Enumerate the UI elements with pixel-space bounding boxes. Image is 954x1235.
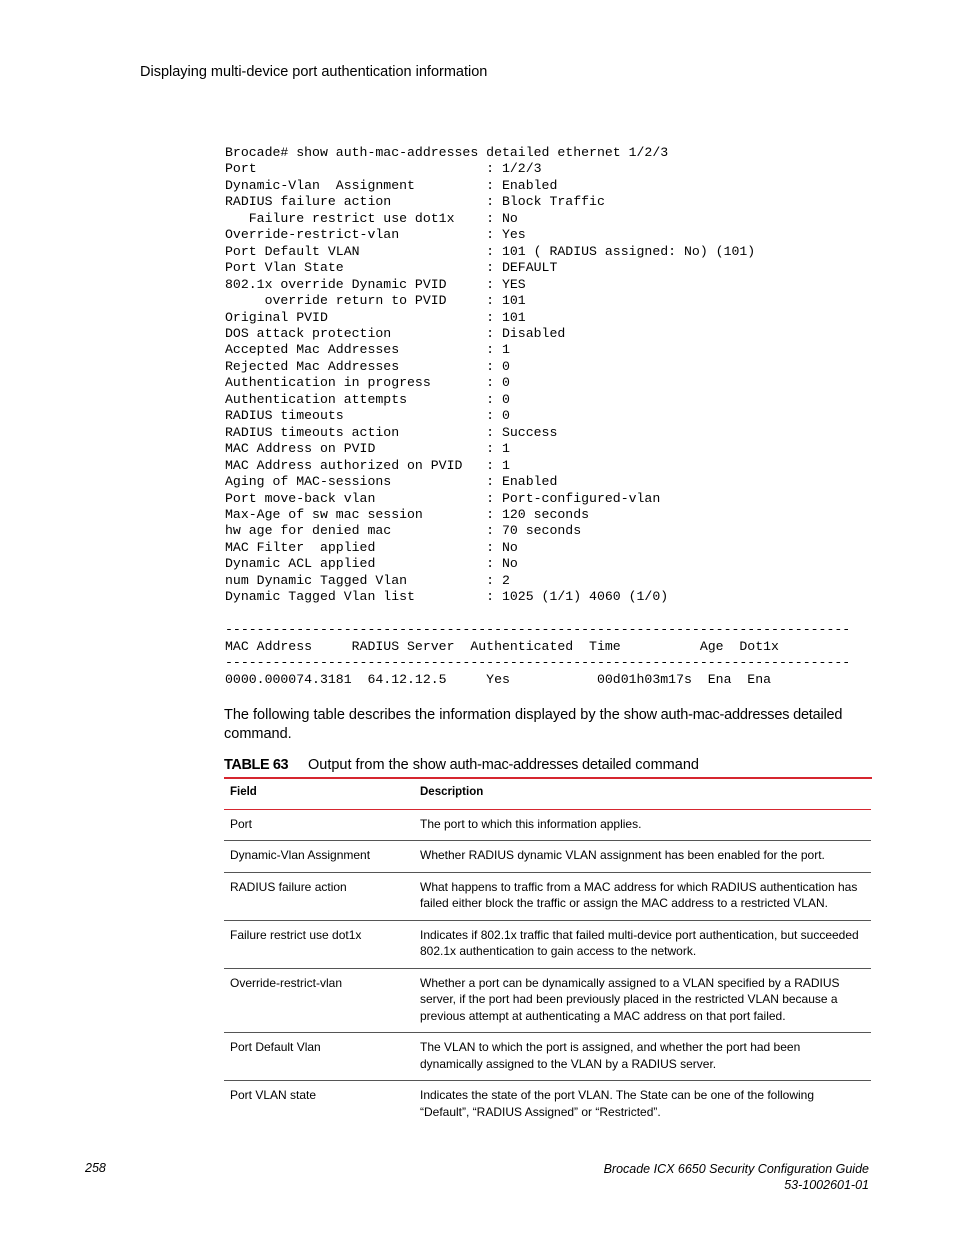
- field-description-table: [224, 780, 871, 1128]
- field-cell: RADIUS failure action: [224, 872, 414, 920]
- caption-text-after: command: [631, 757, 699, 773]
- table-number: TABLE 63: [224, 757, 289, 773]
- caption-command: show auth-mac-addresses detailed: [412, 757, 632, 773]
- intro-paragraph: [224, 706, 874, 744]
- description-cell: The VLAN to which the port is assigned, and whether the port had been dynamically assigned to the VLAN by a RADIUS server.: [414, 1033, 871, 1081]
- column-header-field: Field: [224, 780, 414, 809]
- column-header-description: Description: [414, 780, 871, 809]
- field-cell: Failure restrict use dot1x: [224, 920, 414, 968]
- cli-output-block: Brocade# show auth-mac-addresses detailed ethernet 1/2/3 Port : 1/2/3 Dynamic-Vlan Assignment : Enabled RADIUS failure action : Block Traffic Failure restrict use dot1x : No Override-restrict-vlan : Yes Port Default VLAN : 101 ( RADIUS assigned: No) (101) Port Vlan State : DEFAULT 802.1x override Dynamic PVID : YES override return to PVID : 101 Original PVID : 101 DOS attack protection : Disabled Accepted Mac Addresses : 1 Rejected Mac Addresses : 0 Authentication in progress : 0 Authentication attempts : 0 RADIUS timeouts : 0 RADIUS timeouts action : Success MAC Address on PVID : 1 MAC Address authorized on PVID : 1 Aging of MAC-sessions : Enabled Port move-back vlan : Port-configured-vlan Max-Age of sw mac session : 120 seconds hw age for denied mac : 70 seconds MAC Filter applied : No Dynamic ACL applied : No num Dynamic Tagged Vlan : 2 Dynamic Tagged Vlan list : 1025 (1/1) 4060 (1/0) ------------------------------------------------------------------------------- MAC Address RADIUS Server Authenticated Time Age Dot1x ------------------------------------------------------------------------------- 0000.000074.3181 64.12.12.5 Yes 00d01h03m17s Ena Ena: [225, 145, 851, 687]
- description-cell: The port to which this information applies.: [414, 809, 871, 841]
- footer-doc-info: [604, 1161, 869, 1193]
- description-cell: Indicates if 802.1x traffic that failed multi-device port authentication, but succeeded 802.1x authentication to gain access to the network.: [414, 920, 871, 968]
- description-cell: What happens to traffic from a MAC address for which RADIUS authentication has failed either block the traffic or assign the MAC address to a restricted VLAN.: [414, 872, 871, 920]
- table-row: [224, 968, 871, 1033]
- footer-doc-title: Brocade ICX 6650 Security Configuration Guide: [603, 1162, 869, 1176]
- field-cell: Port VLAN state: [230, 1088, 317, 1102]
- description-cell: Whether a port can be dynamically assigned to a VLAN specified by a RADIUS server, if the port had been previously placed in the restricted VLAN because a previous attempt at authenticating a MAC address on that port failed.: [414, 968, 871, 1033]
- table-caption: [224, 757, 872, 779]
- caption-text-before: Output from the: [308, 757, 413, 773]
- table-row: [224, 1033, 871, 1081]
- table-row: [224, 841, 871, 873]
- table-row: [224, 1081, 871, 1129]
- table-header-row: [224, 780, 871, 809]
- description-cell: Indicates the state of the port VLAN. The State can be one of the following “Default”, “RADIUS Assigned” or “Restricted”.: [420, 1088, 815, 1119]
- table-row: [224, 809, 871, 841]
- field-cell: Port Default Vlan: [224, 1033, 414, 1081]
- intro-text-before: The following table describes the information displayed by the: [224, 707, 624, 723]
- table-row: [224, 920, 871, 968]
- intro-command: show auth-mac-addresses detailed: [623, 707, 843, 723]
- footer-doc-number: 53-1002601-01: [784, 1178, 869, 1192]
- field-cell: Dynamic-Vlan Assignment: [224, 841, 414, 873]
- page-number: 258: [85, 1161, 106, 1175]
- table-row: [224, 872, 871, 920]
- description-cell: Whether RADIUS dynamic VLAN assignment has been enabled for the port.: [414, 841, 871, 873]
- intro-text-after: command.: [224, 726, 292, 742]
- field-cell: Override-restrict-vlan: [224, 968, 414, 1033]
- section-header: Displaying multi-device port authentication information: [140, 64, 488, 80]
- field-cell: Port: [224, 809, 414, 841]
